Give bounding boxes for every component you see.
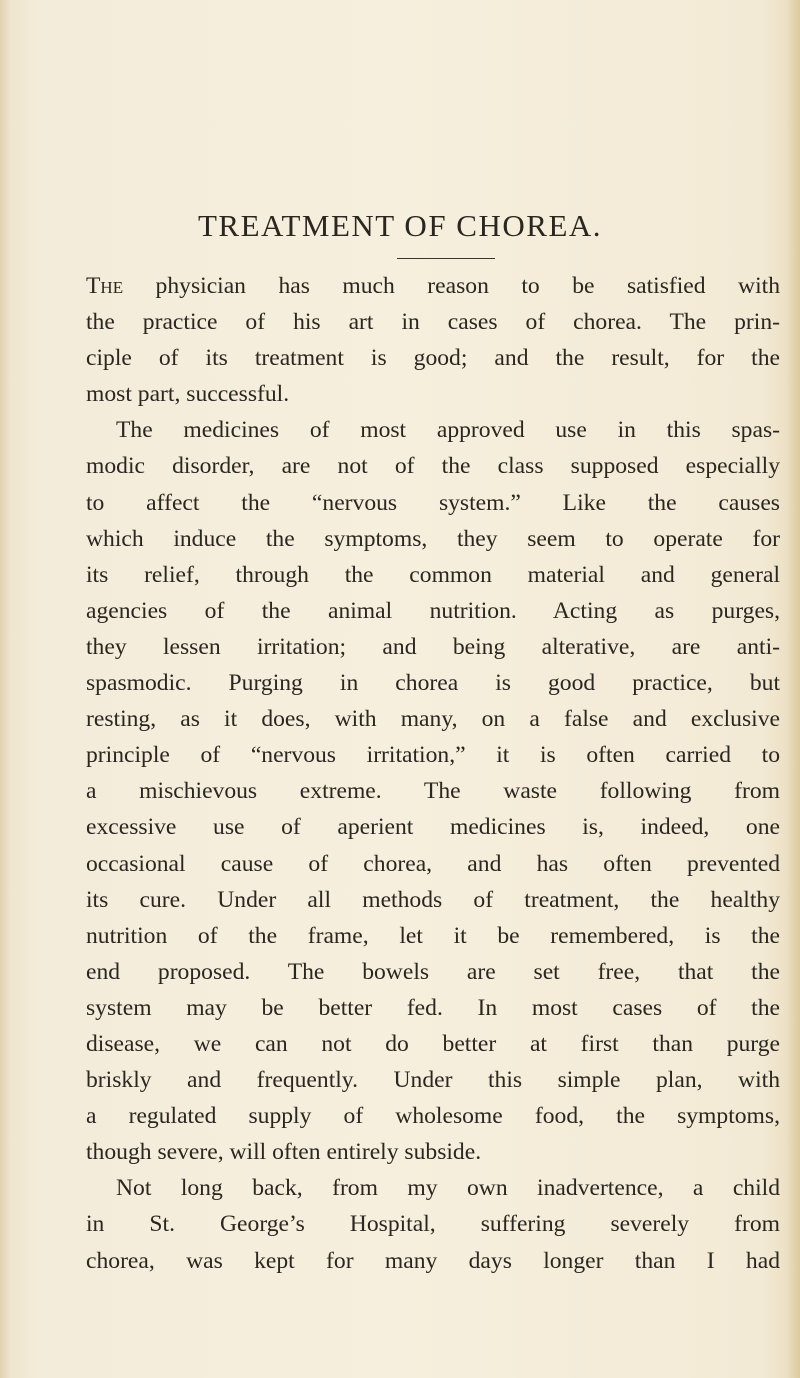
text-line: though severe, will often entirely subside. [86,1139,482,1166]
text-line: resting, as it does, with many, on a false and exclusive [86,706,780,733]
text-line: The medicines of most approved use in this spas- [116,417,780,444]
text-line: which induce the symptoms, they seem to operate for [86,525,780,552]
text-line: a regulated supply of wholesome food, the symptoms, [86,1103,780,1130]
text-line: system may be better fed. In most cases of the [86,994,780,1021]
text-line: occasional cause of chorea, and has often prevented [86,850,780,877]
text-line: they lessen irritation; and being alterative, are anti- [86,633,780,660]
body-text [86,268,780,1279]
text-line: chorea, was kept for many days longer than I had [86,1247,780,1274]
text-line: The physician has much reason to be satisfied with [86,273,780,299]
text-line: Not long back, from my own inadvertence, a child [116,1175,780,1202]
text-line: ciple of its treatment is good; and the result, for the [86,345,780,372]
text-line: excessive use of aperient medicines is, indeed, one [86,814,780,841]
text-line: spasmodic. Purging in chorea is good practice, but [86,670,780,697]
paragraph-2 [86,412,780,1170]
text-line: agencies of the animal nutrition. Acting as purges, [86,597,780,624]
text-line: principle of “nervous irritation,” it is often carried to [86,742,780,769]
text-line: a mischievous extreme. The waste following from [86,778,780,805]
text-line: nutrition of the frame, let it be remembered, is the [86,922,780,949]
text-line: most part, successful. [86,381,290,408]
text-line: briskly and frequently. Under this simple plan, with [86,1067,780,1094]
page-right-edge-shadow [786,0,800,1378]
chapter-title: TREATMENT OF CHOREA. [197,208,603,243]
text-line: its relief, through the common material and general [86,561,780,588]
page-left-edge-shadow [0,0,10,1378]
text-line: end proposed. The bowels are set free, that the [86,958,780,985]
text-line: to affect the “nervous system.” Like the causes [86,489,780,516]
paragraph-3 [86,1170,780,1278]
text-line: its cure. Under all methods of treatment, the healthy [86,886,780,913]
text-line: in St. George’s Hospital, suffering severely from [86,1211,780,1238]
lead-word: The [86,273,124,299]
paragraph-1 [86,268,780,412]
text-line: disease, we can not do better at first than purge [86,1030,780,1057]
text-line: modic disorder, are not of the class supposed especially [86,453,780,480]
text-line: the practice of his art in cases of chorea. The prin- [86,309,780,336]
title-rule [397,258,495,259]
